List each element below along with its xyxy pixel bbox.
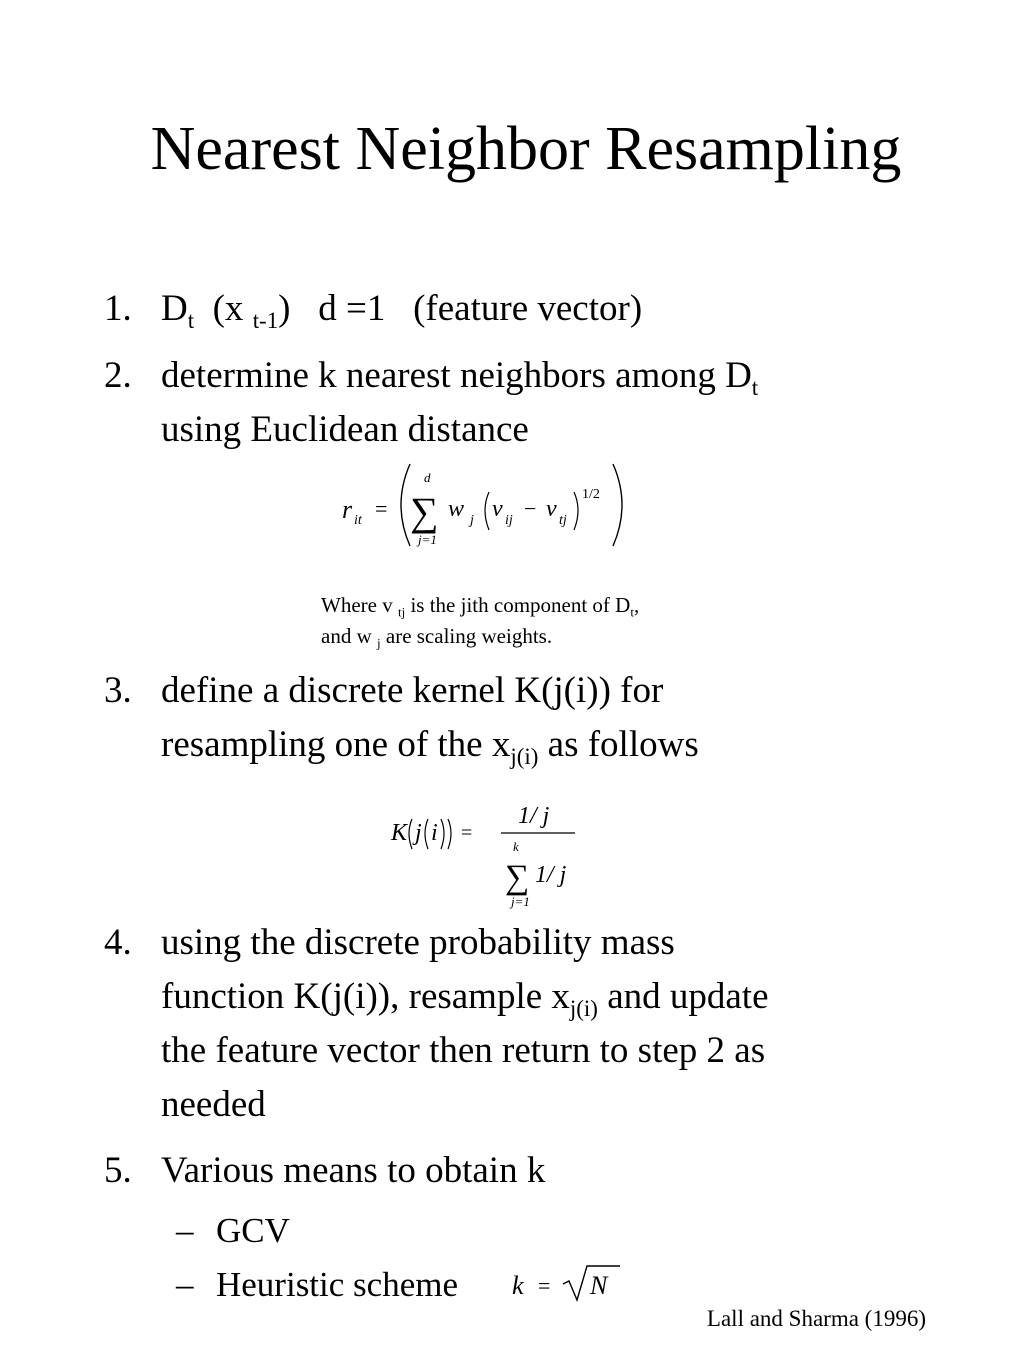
step-text: define a discrete kernel K(j(i)) for: [161, 670, 664, 711]
note-text: and w: [321, 624, 372, 648]
step-text: needed: [161, 1084, 266, 1125]
sigma-icon: ∑: [505, 859, 530, 896]
outer-right-paren: [448, 819, 451, 849]
denominator: 1/ j: [535, 862, 567, 888]
subscript: t: [630, 604, 634, 620]
subscript: t-1: [252, 308, 279, 334]
formula-note: [321, 590, 639, 652]
step-number: 5.: [104, 1150, 132, 1191]
sum-upper: k: [513, 839, 519, 854]
v2-symbol: v: [546, 496, 557, 522]
step-5: [104, 1144, 545, 1198]
sum-upper: d: [424, 470, 431, 485]
note-text: is the jith component of D: [410, 593, 631, 617]
step-3: [104, 664, 699, 772]
distance-formula: [330, 458, 640, 558]
outer-left-paren: [409, 819, 412, 849]
k-sqrt-formula: [508, 1260, 623, 1306]
dash-icon: –: [176, 1265, 194, 1304]
step-2: [104, 349, 758, 457]
dash-icon: –: [176, 1211, 194, 1250]
numerator: 1/ j: [518, 803, 550, 829]
subscript: j(i): [569, 996, 598, 1022]
step-4: [104, 916, 769, 1132]
step-text: function K(j(i)), resample x: [161, 976, 570, 1017]
step-text: using the discrete probability mass: [161, 922, 675, 963]
equals-sign: =: [538, 1273, 551, 1298]
citation: Lall and Sharma (1996): [706, 1306, 926, 1331]
step-1: [104, 282, 642, 336]
inner-right-paren: [441, 819, 444, 849]
step-text: Various means to obtain k: [161, 1150, 546, 1191]
step-text: resampling one of the x: [161, 724, 511, 765]
inner-left-paren: [485, 492, 489, 530]
inner-right-paren: [574, 492, 578, 530]
step-text: (x: [212, 288, 244, 329]
sub-item-heuristic: [176, 1260, 458, 1310]
k-symbol: k: [512, 1271, 524, 1300]
kernel-formula: [385, 795, 585, 915]
inner-left-paren: [425, 819, 428, 849]
step-text: as follows: [547, 724, 699, 765]
subscript: t: [187, 308, 195, 334]
subscript: t: [751, 375, 759, 401]
step-text: determine k nearest neighbors among D: [161, 355, 752, 396]
step-number: 2.: [104, 355, 132, 396]
sigma-icon: ∑: [410, 489, 439, 534]
equals-sign: =: [461, 822, 473, 844]
note-text: ,: [633, 593, 640, 617]
note-text: Where v: [321, 593, 393, 617]
subscript: j(i): [510, 744, 539, 770]
note-text: are scaling weights.: [385, 624, 553, 648]
step-text: ) d =1 (feature vector): [278, 288, 643, 329]
sum-lower: j=1: [418, 532, 437, 547]
i-symbol: i: [431, 820, 438, 846]
step-number: 3.: [104, 670, 132, 711]
k-symbol: K: [391, 820, 408, 846]
step-text: the feature vector then return to step 2 as: [161, 1030, 766, 1071]
minus-sign: −: [524, 496, 537, 521]
sub-item-gcv: [176, 1206, 290, 1256]
sub-item-label: Heuristic scheme: [216, 1265, 458, 1304]
right-paren: [613, 464, 622, 546]
r-symbol: r: [342, 495, 353, 524]
w-symbol: w: [448, 496, 465, 522]
n-symbol: N: [590, 1271, 608, 1300]
left-paren: [401, 464, 410, 546]
sub-item-label: GCV: [216, 1211, 290, 1250]
step-text: D: [161, 288, 188, 329]
w-subscript: j: [470, 513, 474, 528]
v1-symbol: v: [492, 496, 503, 522]
subscript: tj: [397, 604, 406, 620]
step-number: 1.: [104, 288, 132, 329]
v2-subscript: tj: [559, 513, 567, 528]
step-text: using Euclidean distance: [161, 409, 529, 450]
v1-subscript: ij: [505, 513, 513, 528]
step-text: and update: [607, 976, 769, 1017]
subscript: j: [377, 635, 381, 651]
j-symbol: j: [415, 820, 422, 846]
step-number: 4.: [104, 922, 132, 963]
equals-sign: =: [375, 496, 388, 521]
page-title: Nearest Neighbor Resampling: [150, 115, 902, 183]
r-subscript: it: [354, 513, 362, 528]
sum-lower: j=1: [511, 894, 530, 909]
exponent: 1/2: [582, 487, 600, 502]
